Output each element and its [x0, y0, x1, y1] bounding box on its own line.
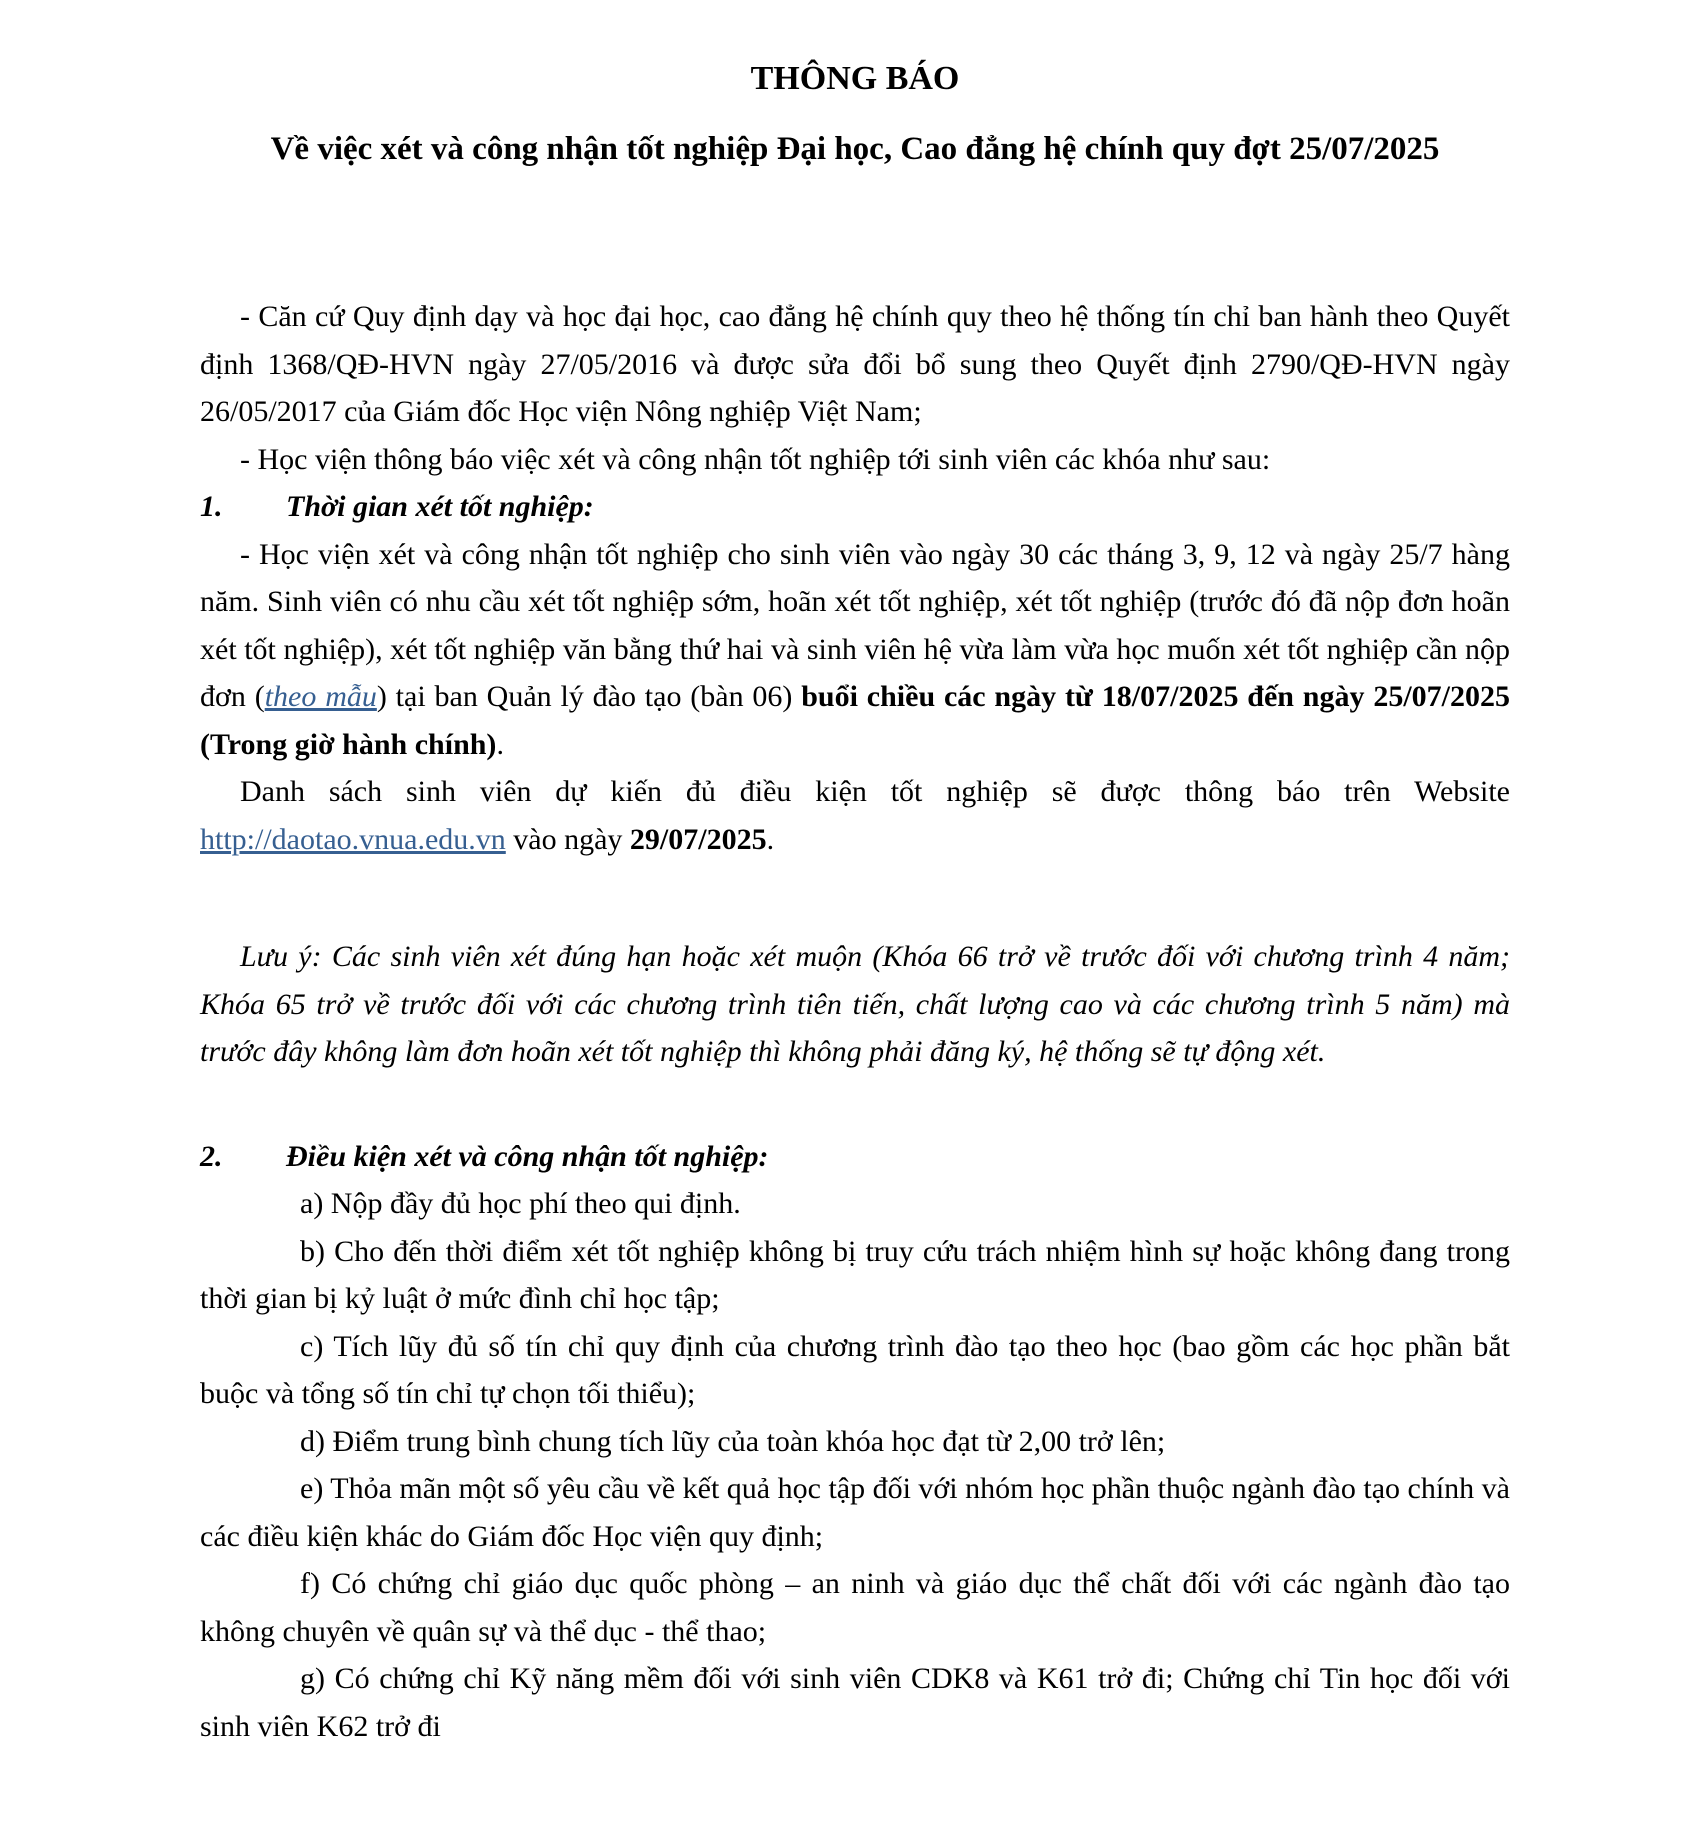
section1-p2-period: .	[766, 822, 775, 856]
section1-heading	[200, 483, 1510, 531]
section1-p1-bold-dates: buổi chiều các ngày từ 18/07/2025 đến ngày 25/07/2025 (Trong giờ hành chính)	[200, 680, 1510, 761]
section2-heading-text: Điều kiện xét và công nhận tốt nghiệp:	[286, 1139, 769, 1173]
section1-p1-period: .	[496, 727, 504, 761]
section2-heading	[200, 1133, 1510, 1181]
condition-item-a: a) Nộp đầy đủ học phí theo qui định.	[300, 1187, 741, 1220]
note-paragraph: Lưu ý: Các sinh viên xét đúng hạn hoặc xét muộn (Khóa 66 trở về trước đối với chương trình 4 năm; Khóa 65 trở về trước đối với các chương trình tiên tiến, chất lượng cao và các chương trình 5 năm) mà trước đây không làm đơn hoãn xét tốt nghiệp thì không phải đăng ký, hệ thống sẽ tự động xét.	[200, 940, 1510, 1068]
document-title: THÔNG BÁO	[750, 60, 960, 97]
form-template-link[interactable]: theo mẫu	[264, 680, 377, 713]
section1-heading-text: Thời gian xét tốt nghiệp:	[286, 490, 594, 523]
section1-paragraph-2	[200, 768, 1510, 863]
section1-p1-text-before-link: - Học viện xét và công nhận tốt nghiệp cho sinh viên vào ngày 30 các tháng 3, 9, 12 và ngày 25/7 hàng năm. Sinh viên có nhu cầu xét tốt nghiệp sớm, hoãn xét tốt nghiệp, xét tốt nghiệp (trước đó đã nộp đơn hoãn xét tốt nghiệp), xét tốt nghiệp văn bằng thứ hai và sinh viên hệ vừa làm vừa học muốn xét tốt nghiệp cần nộp đơn (	[200, 537, 1510, 713]
section1-p2-bold-date: 29/07/2025	[629, 822, 767, 856]
intro-paragraph-1: - Căn cứ Quy định dạy và học đại học, cao đẳng hệ chính quy theo hệ thống tín chỉ ban hành theo Quyết định 1368/QĐ-HVN ngày 27/05/2016 và được sửa đổi bổ sung theo Quyết định 2790/QĐ-HVN ngày 26/05/2017 của Giám đốc Học viện Nông nghiệp Việt Nam;	[200, 300, 1510, 428]
section1-p2-text-before-link: Danh sách sinh viên dự kiến đủ điều kiện tốt nghiệp sẽ được thông báo trên Website	[240, 775, 1510, 808]
condition-item-e: e) Thỏa mãn một số yêu cầu về kết quả học tập đối với nhóm học phần thuộc ngành đào tạo chính và các điều kiện khác do Giám đốc Học viện quy định;	[200, 1472, 1510, 1553]
section1-p1-text-after-link: ) tại ban Quản lý đào tạo (bàn 06)	[376, 680, 802, 713]
daotao-website-link[interactable]: http://daotao.vnua.edu.vn	[200, 822, 506, 856]
section1-p2-text-mid: vào ngày	[505, 822, 630, 856]
intro-paragraph-2: - Học viện thông báo việc xét và công nhận tốt nghiệp tới sinh viên các khóa như sau:	[240, 442, 1271, 476]
condition-item-g: g) Có chứng chỉ Kỹ năng mềm đối với sinh viên CDK8 và K61 trở đi; Chứng chỉ Tin học đối với sinh viên K62 trở đi	[200, 1662, 1510, 1743]
condition-item-b: b) Cho đến thời điểm xét tốt nghiệp không bị truy cứu trách nhiệm hình sự hoặc không đang trong thời gian bị kỷ luật ở mức đình chỉ học tập;	[200, 1234, 1510, 1315]
condition-item-f: f) Có chứng chỉ giáo dục quốc phòng – an ninh và giáo dục thể chất đối với các ngành đào tạo không chuyên về quân sự và thể dục - thể thao;	[200, 1567, 1510, 1648]
section2-number: 2.	[200, 1139, 223, 1173]
section1-number: 1.	[200, 490, 223, 523]
condition-item-c: c) Tích lũy đủ số tín chỉ quy định của chương trình đào tạo theo học (bao gồm các học phần bắt buộc và tổng số tín chỉ tự chọn tối thiểu);	[200, 1329, 1510, 1410]
section1-paragraph-1	[200, 531, 1510, 769]
document-subtitle: Về việc xét và công nhận tốt nghiệp Đại học, Cao đẳng hệ chính quy đợt 25/07/2025	[270, 131, 1440, 167]
condition-item-d: d) Điểm trung bình chung tích lũy của toàn khóa học đạt từ 2,00 trở lên;	[300, 1424, 1166, 1458]
